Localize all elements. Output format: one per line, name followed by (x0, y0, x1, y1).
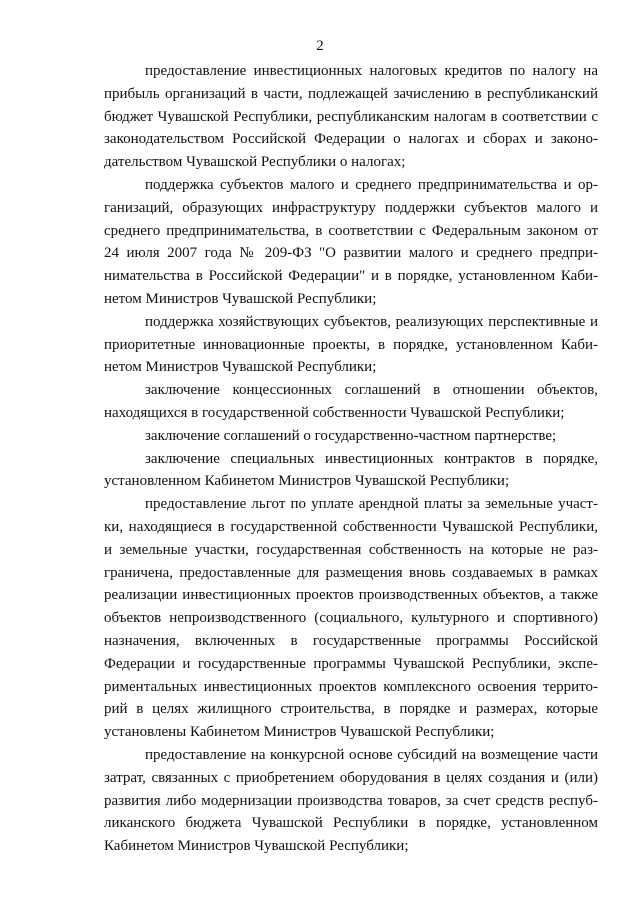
paragraph-concession-agreements: заключение концессионных соглашений в отношении объектов, находящихся в государственной собственности Чувашской Республики; (104, 382, 598, 421)
paragraph-special-investment-contracts: заключение специальных инвестиционных контрактов в порядке, установленном Кабинетом Министров Чувашской Республики; (104, 450, 598, 490)
paragraph-small-business-support: поддержка субъектов малого и среднего предпринимательства и организаций, образующих инфраструктуру поддержки субъектов малого и среднего предпринимательства, в соответствии с Федеральным законом от 24 июля 2007 года № 209-ФЗ "О развитии малого и среднего предпринимательства в Российской Федерации" и в порядке, установленном Кабинетом Министров Чувашской Республики; (104, 176, 598, 307)
paragraph-public-private-partnership: заключение соглашений о государственно-частном партнерстве; (145, 427, 557, 444)
paragraph-equipment-subsidies: предоставление на конкурсной основе субсидий на возмещение части затрат, связанных с приобретением оборудования в целях создания и (или) развития либо модернизации производства товаров, за счет средств республиканского бюджета Чувашской Республики в порядке, установленном Кабинетом Министров Чувашской Республики; (104, 746, 598, 855)
page-number: 2 (316, 38, 324, 54)
paragraph-investment-tax-credits: предоставление инвестиционных налоговых кредитов по налогу на прибыль организаций в части, подлежащей зачислению в республиканский бюджет Чувашской Республики, республиканским налогам в соответствии с законодательством Российской Федерации о налогах и сборах и законодательством Чувашской Республики о налогах; (104, 63, 598, 171)
document-body (104, 60, 598, 858)
paragraph-land-rent-benefits: предоставление льгот по уплате арендной платы за земельные участки, находящиеся в государственной собственности Чувашской Республики, и земельные участки, государственная собственность на которые не разграничена, предоставленные для размещения вновь создаваемых в рамках реализации инвестиционных проектов производственных объектов, а также объектов непроизводственного (социального, культурного и спортивного) назначения, включенных в государственные программы Российской Федерации и государственные программы Чувашской Республики, экспериментальных инвестиционных проектов комплексного освоения территорий в целях жилищного строительства, в порядке и размерах, которые установлены Кабинетом Министров Чувашской Республики; (104, 496, 598, 741)
paragraph-innovation-projects-support: поддержка хозяйствующих субъектов, реализующих перспективные и приоритетные инновационные проекты, в порядке, установленном Кабинетом Министров Чувашской Республики; (104, 313, 598, 376)
